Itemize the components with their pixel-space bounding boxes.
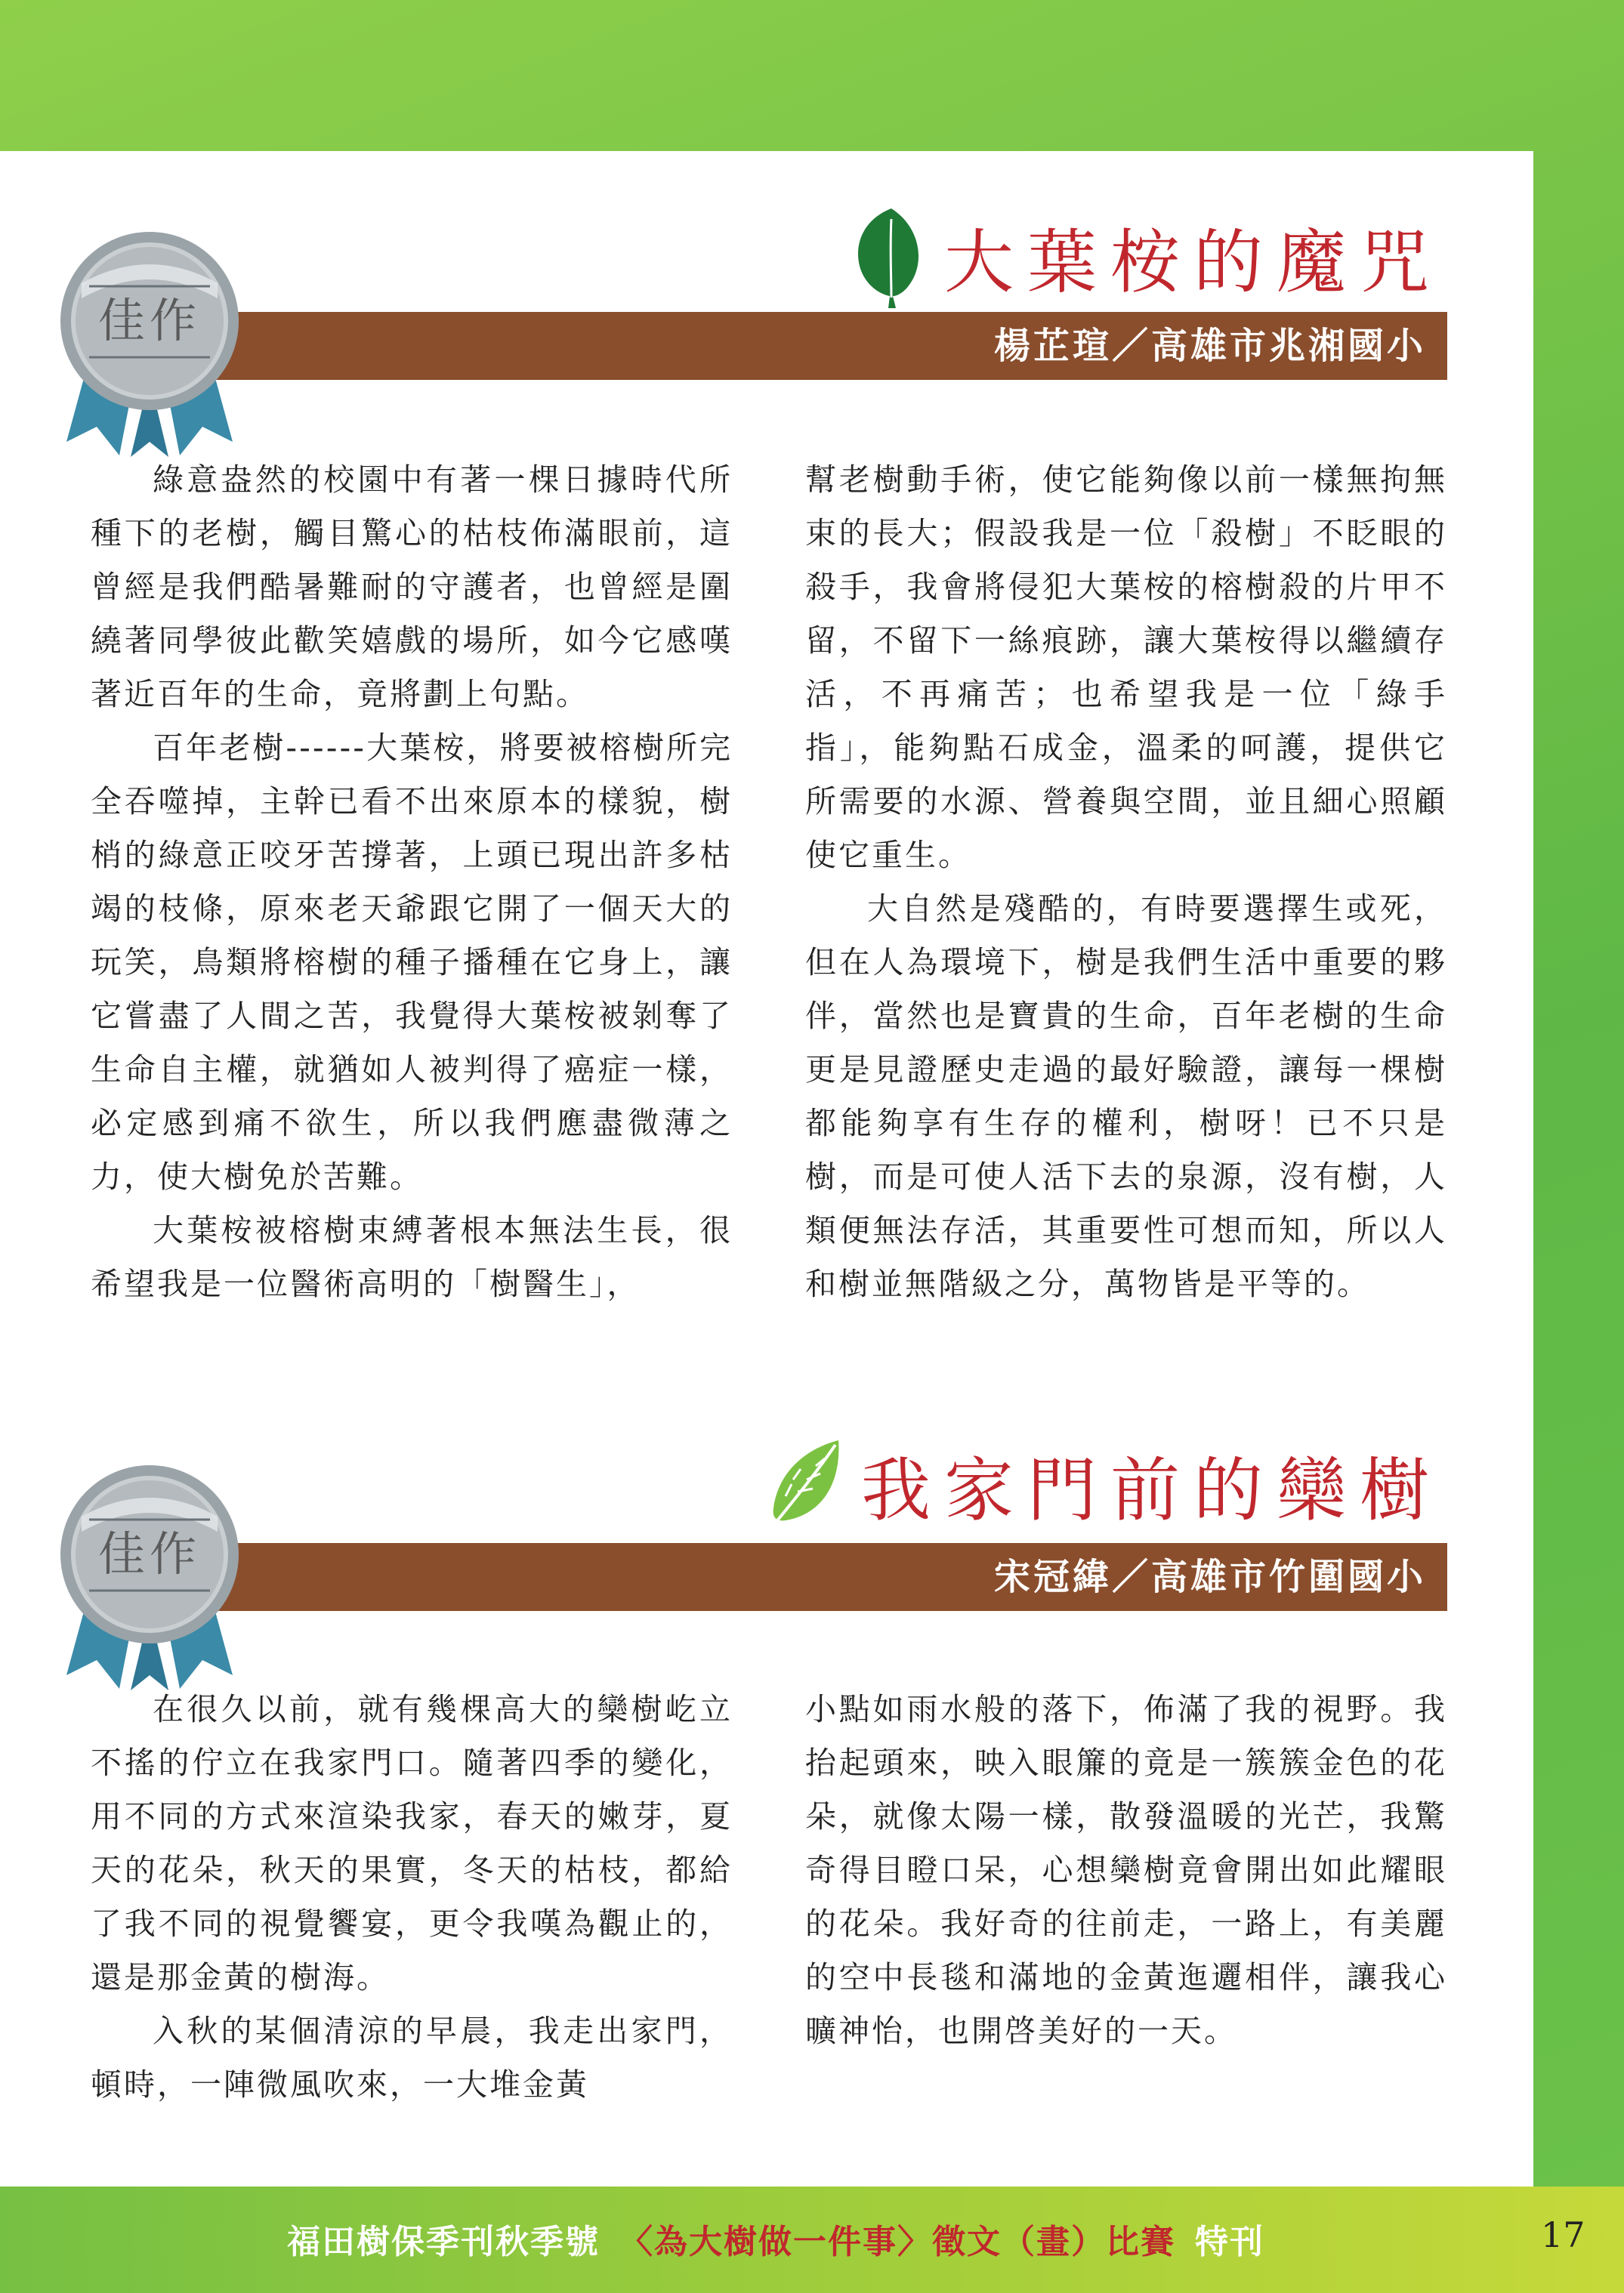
footer-event: 〈為大樹做一件事〉徵文（畫）比賽	[619, 2223, 1175, 2261]
paragraph: 小點如雨水般的落下，佈滿了我的視野。我抬起頭來，映入眼簾的竟是一簇簇金色的花朵，就像太陽一樣，散發溫暖的光芒，我驚奇得目瞪口呆，心想欒樹竟會開出如此耀眼的花朵。我好奇的往前走，一路上，有美麗的空中長毯和滿地的金黃迤邐相伴，讓我心曠神怡，也開啓美好的一天。	[805, 1691, 1447, 2049]
footer-special: 特刊	[1195, 2223, 1264, 2261]
author-bar	[189, 1543, 1447, 1611]
article-right-column	[805, 1683, 1447, 2058]
footer-publication: 福田樹保季刊秋季號	[287, 2223, 600, 2261]
page-number: 17	[1541, 2214, 1585, 2255]
article-title: 我家門前的欒樹	[860, 1450, 1443, 1531]
article-left-column	[91, 453, 733, 1311]
footer-caption	[287, 2214, 1264, 2263]
paragraph: 百年老樹------大葉桉，將要被榕樹所完全吞噬掉，主幹已看不出來原本的樣貌，樹梢的綠意正咬牙苦撐著，上頭已現出許多枯竭的枝條，原來老天爺跟它開了一個天大的玩笑，鳥類將榕樹的種子播種在它身上，讓它嘗盡了人間之苦，我覺得大葉桉被剝奪了生命自主權，就猶如人被判得了癌症一樣，必定感到痛不欲生，所以我們應盡微薄之力，使大樹免於苦難。	[91, 730, 733, 1195]
paragraph: 在很久以前，就有幾棵高大的欒樹屹立不搖的佇立在我家門口。隨著四季的變化，用不同的方式來渲染我家，春天的嫩芽，夏天的花朵，秋天的果實，冬天的枯枝，都給了我不同的視覺饗宴，更令我嘆為觀止的，還是那金黃的樹海。	[91, 1691, 733, 1995]
award-medal	[36, 1449, 263, 1690]
article-title-row	[854, 204, 1443, 310]
award-medal	[36, 215, 263, 457]
paragraph: 大葉桉被榕樹束縛著根本無法生長，很希望我是一位醫術高明的「樹醫生」，	[91, 1212, 733, 1302]
article-title: 大葉桉的魔咒	[943, 222, 1443, 303]
paragraph: 入秋的某個清涼的早晨，我走出家門，頓時，一陣微風吹來，一大堆金黃	[91, 2013, 733, 2103]
author-bar	[189, 312, 1447, 380]
paragraph: 大自然是殘酷的，有時要選擇生或死，但在人為環境下，樹是我們生活中重要的夥伴，當然也是寶貴的生命，百年老樹的生命更是見證歷史走過的最好驗證，讓每一棵樹都能夠享有生存的權利，樹呀！已不只是樹，而是可使人活下去的泉源，沒有樹，人類便無法存活，其重要性可想而知，所以人和樹並無階級之分，萬物皆是平等的。	[805, 890, 1447, 1302]
author-name: 楊芷瑄／高雄市兆湘國小	[993, 325, 1426, 367]
paragraph: 綠意盎然的校園中有著一棵日據時代所種下的老樹，觸目驚心的枯枝佈滿眼前，這曾經是我們酷暑難耐的守護者，也曾經是圍繞著同學彼此歡笑嬉戲的場所，如今它感嘆著近百年的生命，竟將劃上句點。	[91, 461, 733, 712]
leaf-icon	[854, 204, 929, 310]
article-left-column	[91, 1683, 733, 2112]
article-right-column	[805, 453, 1447, 1311]
paragraph: 幫老樹動手術，使它能夠像以前一樣無拘無束的長大；假設我是一位「殺樹」不眨眼的殺手，我會將侵犯大葉桉的榕樹殺的片甲不留，不留下一絲痕跡，讓大葉桉得以繼續存活，不再痛苦；也希望我是一位「綠手指」，能夠點石成金，溫柔的呵護，提供它所需要的水源、營養與空間，並且細心照顧使它重生。	[805, 461, 1447, 873]
leaf-icon	[763, 1436, 846, 1534]
award-label: 佳作	[97, 293, 201, 348]
author-name: 宋冠緯／高雄市竹圍國小	[993, 1556, 1426, 1598]
article-title-row	[763, 1435, 1443, 1535]
award-label: 佳作	[97, 1526, 201, 1582]
